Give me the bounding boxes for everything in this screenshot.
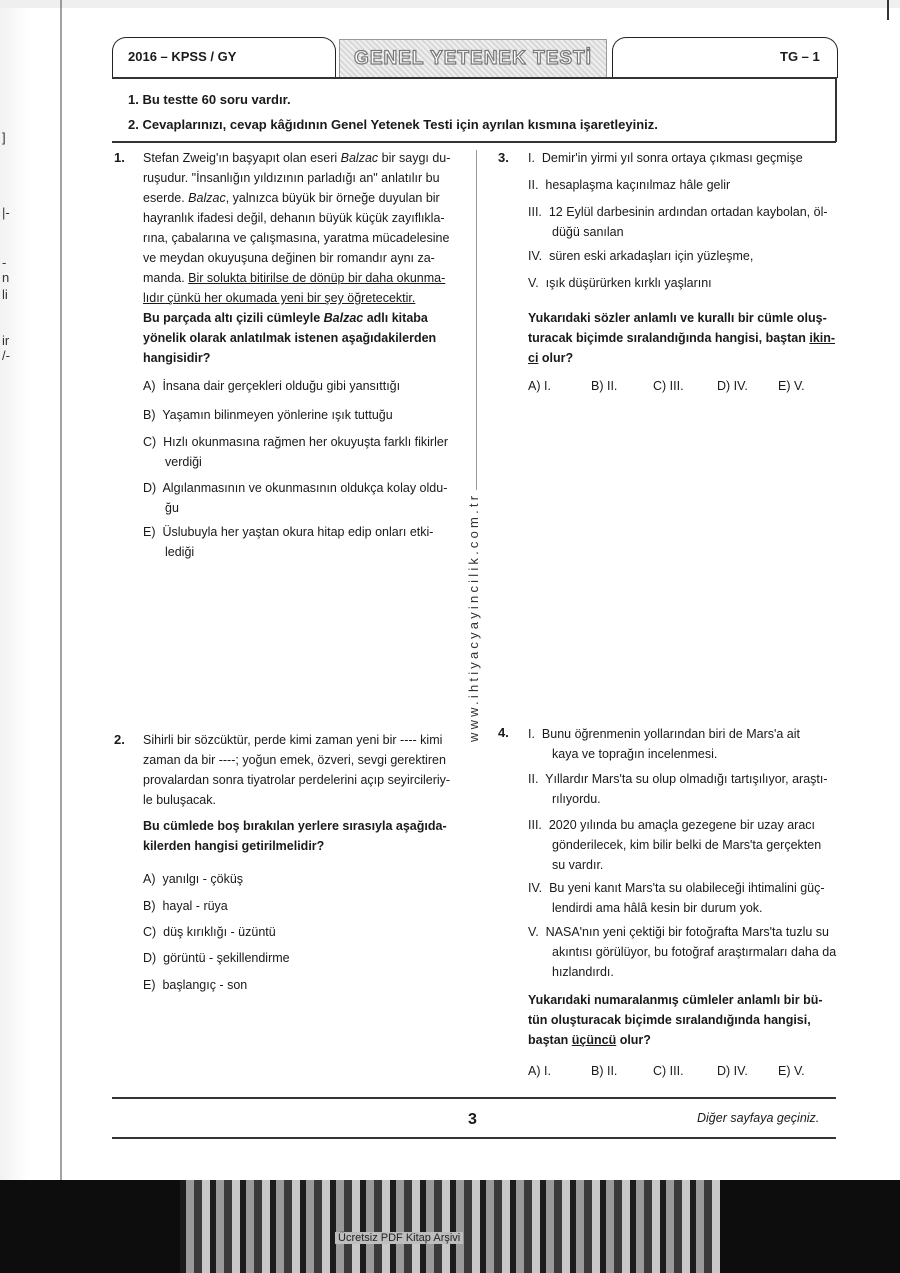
publisher-watermark: www.ihtiyacyayincilik.com.tr xyxy=(466,492,481,742)
instruction-1: 1. Bu testte 60 soru vardır. xyxy=(128,92,291,107)
next-page-note: Diğer sayfaya geçiniz. xyxy=(697,1111,820,1125)
q1-passage: Stefan Zweig'ın başyapıt olan eseri Balzac bir saygı du- ruşudur. "İnsanlığın yıldızının parladığı an" anlatılır bu eserde. Balzac, yalnızca büyük bir örneğe duyulan bir hayranlık ifadesi değil, dehanın büyük küçük zayıflıkla- rına, çabalarına ve çalışmasına, yaratma mücadelesine ve meydan okuyuşuna değinen bir romandır aynı za- manda. Bir solukta bitirilse de dönüp bir daha okunma- lıdır çünkü her okumada yeni bir şey öğretecektir. xyxy=(143,148,458,308)
q2-option-a[interactable]: A) yanılgı - çöküş xyxy=(143,872,244,886)
scan-left-shadow xyxy=(0,0,62,1273)
q4-choice-b[interactable]: B) II. xyxy=(591,1064,618,1078)
header-divider xyxy=(112,77,836,79)
edge-mark: - xyxy=(2,255,7,270)
q4-item-4: IV. Bu yeni kanıt Mars'ta su olabileceği ihtimalini güç- lendirdi ama hâlâ kesin bir durum yok. xyxy=(528,881,825,915)
q4-item-3: III. 2020 yılında bu amaçla gezegene bir uzay aracı gönderilecek, kim bilir belki de Mars'ta gerçekten su vardır. xyxy=(528,818,822,872)
edge-mark: n xyxy=(2,270,10,285)
q2-stem: Bu cümlede boş bırakılan yerlere sırasıyla aşağıda- kilerden hangisi getirilmelidir? xyxy=(143,819,447,853)
page-number: 3 xyxy=(468,1111,477,1128)
q3-choice-c[interactable]: C) III. xyxy=(653,379,684,393)
q1-option-b[interactable]: B) Yaşamın bilinmeyen yönlerine ışık tuttuğu xyxy=(143,408,393,422)
q2-option-c[interactable]: C) düş kırıklığı - üzüntü xyxy=(143,925,276,939)
q4-number: 4. xyxy=(498,725,509,740)
q4-choice-d[interactable]: D) IV. xyxy=(717,1064,748,1078)
q3-item-1: I. Demir'in yirmi yıl sonra ortaya çıkması geçmişe xyxy=(528,151,803,165)
instructions-divider xyxy=(112,141,836,143)
q3-item-3: III. 12 Eylül darbesinin ardından ortadan kaybolan, öl- düğü sanılan xyxy=(528,205,828,239)
q3-choice-b[interactable]: B) II. xyxy=(591,379,618,393)
q1-option-d[interactable]: D) Algılanmasının ve okunmasının oldukça kolay oldu- ğu xyxy=(143,481,448,515)
q1-stem: Bu parçada altı çizili cümleyle Balzac adlı kitaba yönelik olarak anlatılmak istenen aşağıdakilerden hangisidir? xyxy=(143,311,437,365)
exam-name: 2016 – KPSS / GY xyxy=(128,49,237,64)
edge-mark: ir xyxy=(2,333,10,348)
scan-top-shadow xyxy=(0,0,900,8)
q2-option-b[interactable]: B) hayal - rüya xyxy=(143,899,228,913)
scan-right-line xyxy=(887,0,889,20)
archive-watermark: Ücretsiz PDF Kitap Arşivi xyxy=(335,1232,463,1244)
q2-option-d[interactable]: D) görüntü - şekillendirme xyxy=(143,951,290,965)
q3-choice-e[interactable]: E) V. xyxy=(778,379,805,393)
q4-choice-c[interactable]: C) III. xyxy=(653,1064,684,1078)
q1-option-c[interactable]: C) Hızlı okunmasına rağmen her okuyuşta farklı fikirler verdiği xyxy=(143,435,448,469)
instructions-frame-right xyxy=(835,77,837,142)
footer-divider-bottom xyxy=(112,1137,836,1139)
q1-option-e[interactable]: E) Üslubuyla her yaştan okura hitap edip onları etki- lediği xyxy=(143,525,434,559)
edge-mark: li xyxy=(2,287,8,302)
q3-choice-d[interactable]: D) IV. xyxy=(717,379,748,393)
edge-mark: ] xyxy=(2,130,6,145)
q4-item-5: V. NASA'nın yeni çektiği bir fotoğrafta Mars'ta tuzlu su akıntısı görülüyor, bu fotoğraf araştırmaları daha da hızlandırdı. xyxy=(528,925,837,979)
column-divider xyxy=(476,150,477,490)
q2-option-e[interactable]: E) başlangıç - son xyxy=(143,978,248,992)
instruction-2: 2. Cevaplarınızı, cevap kâğıdının Genel Yetenek Testi için ayrılan kısmına işaretleyiniz. xyxy=(128,117,658,132)
q2-passage: Sihirli bir sözcüktür, perde kimi zaman yeni bir ---- kimi zaman da bir ----; yoğun emek, özveri, sevgi gerektiren provalardan sonra tiyatrolar perdelerini açıp seyircileriy- le buluşacak. xyxy=(143,733,451,807)
scan-bottom-stripes xyxy=(180,1180,720,1273)
q1-number: 1. xyxy=(114,150,125,165)
q3-item-5: V. ışık düşürürken kırklı yaşlarını xyxy=(528,276,712,290)
q1-underlined-sentence: lıdır çünkü her okumada yeni bir şey öğretecektir. xyxy=(143,291,416,305)
q4-item-2: II. Yıllardır Mars'ta su olup olmadığı tartışılıyor, araştı- rılıyordu. xyxy=(528,772,828,806)
q4-stem: Yukarıdaki numaralanmış cümleler anlamlı bir bü- tün oluşturacak biçimde sıralandığında hangisi, baştan üçüncü olur? xyxy=(528,993,823,1047)
q1-option-a[interactable]: A) İnsana dair gerçekleri olduğu gibi yansıttığı xyxy=(143,379,401,393)
q4-choice-a[interactable]: A) I. xyxy=(528,1064,551,1078)
q2-number: 2. xyxy=(114,732,125,747)
q3-stem: Yukarıdaki sözler anlamlı ve kurallı bir cümle oluş- turacak biçimde sıralandığında hangisi, baştan ikin- ci olur? xyxy=(528,311,836,365)
footer-divider-top xyxy=(112,1097,836,1099)
scan-left-line xyxy=(60,0,62,1190)
edge-mark: |- xyxy=(2,205,10,220)
q3-item-4: IV. süren eski arkadaşları için yüzleşme, xyxy=(528,249,754,263)
q3-item-2: II. hesaplaşma kaçınılmaz hâle gelir xyxy=(528,178,731,192)
q3-number: 3. xyxy=(498,150,509,165)
test-title: GENEL YETENEK TESTİ xyxy=(354,48,592,69)
q3-choice-a[interactable]: A) I. xyxy=(528,379,551,393)
q4-choice-e[interactable]: E) V. xyxy=(778,1064,805,1078)
q4-item-1: I. Bunu öğrenmenin yollarından biri de Mars'a ait kaya ve toprağın incelenmesi. xyxy=(528,727,800,761)
booklet-code: TG – 1 xyxy=(780,49,820,64)
test-title-banner xyxy=(339,39,607,79)
edge-mark: /- xyxy=(2,348,10,363)
